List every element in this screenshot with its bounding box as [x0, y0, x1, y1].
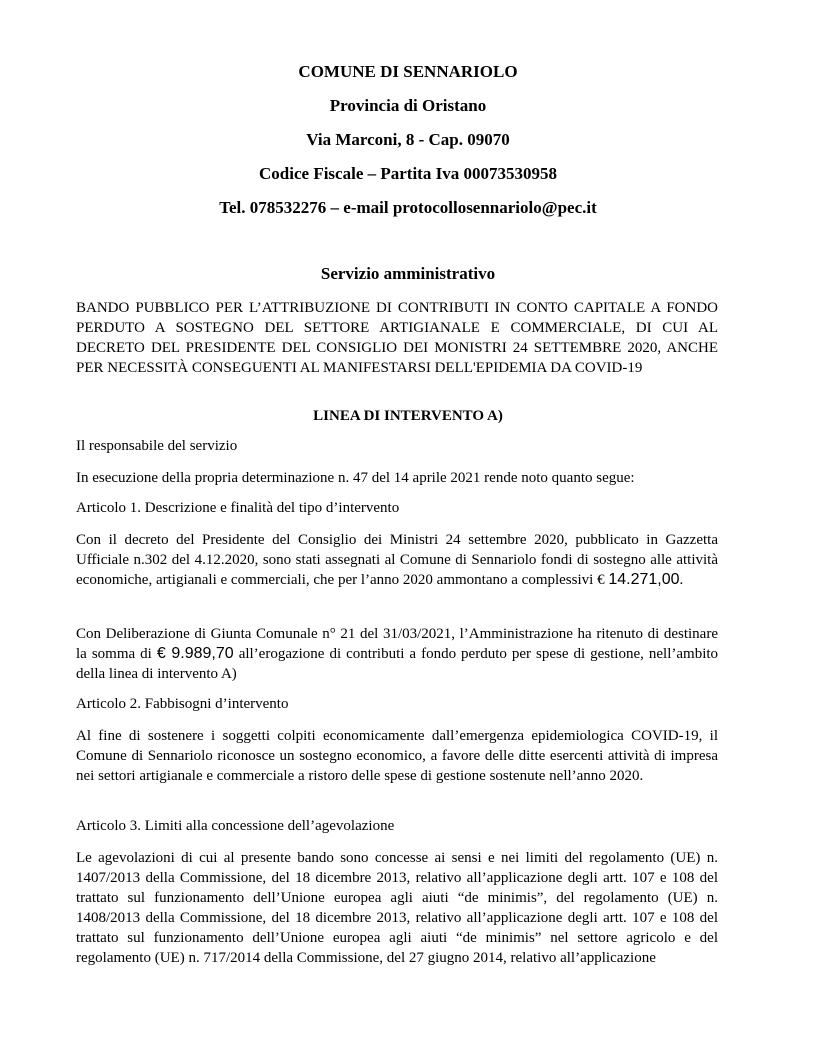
art1-p1-end: . — [679, 572, 684, 588]
esecuzione-line: In esecuzione della propria determinazione n. 47 del 14 aprile 2021 rende noto quanto segue: — [76, 470, 635, 486]
linea-intervento: LINEA DI INTERVENTO A) — [313, 408, 503, 424]
header-contacts: Tel. 078532276 – e-mail protocollosennariolo@pec.it — [219, 198, 597, 217]
header-comune: COMUNE DI SENNARIOLO — [298, 62, 518, 81]
article-3-paragraph-1: Le agevolazioni di cui al presente bando sono concesse ai sensi e nei limiti del regolamento (UE) n. 1407/2013 della Commissione, del 18 dicembre 2013, relativo all’applicazione degli artt. 107 e 108 del trattato sul funzionamento dell’Unione europea agli aiuti “de minimis”, del regolamento (UE) n. 1408/2013 della Commissione, del 18 dicembre 2013, relativo all’applicazione degli artt. 107 e 108 del trattato sul funzionamento dell’Unione europea agli aiuti “de minimis” nel settore agricolo e del regolamento (UE) n. 717/2014 della Commissione, del 27 giugno 2014, relativo all’applicazione — [76, 850, 718, 966]
art1-p2-amount: € 9.989,70 — [156, 645, 234, 662]
header-address: Via Marconi, 8 - Cap. 09070 — [306, 130, 510, 149]
bando-title: BANDO PUBBLICO PER L’ATTRIBUZIONE DI CONTRIBUTI IN CONTO CAPITALE A FONDO PERDUTO A SOSTEGNO DEL SETTORE ARTIGIANALE E COMMERCIALE, DI CUI AL DECRETO DEL PRESIDENTE DEL CONSIGLIO DEI MONISTRI 24 SETTEMBRE 2020, ANCHE PER NECESSITÀ CONSEGUENTI AL MANIFESTARSI DELL'EPIDEMIA DA COVID-19 — [76, 300, 718, 376]
art1-p2-end: all’erogazione di contributi a fondo perduto per spese di gestione, nell’ambito della linea di intervento A) — [76, 646, 719, 682]
article-1-title: Articolo 1. Descrizione e finalità del tipo d’intervento — [76, 500, 400, 516]
art1-p2-start: Con Deliberazione di Giunta Comunale n° 21 del 31/03/2021, l’Amministrazione ha ritenuto di destinare la somma di — [76, 626, 718, 662]
article-1-paragraph-1 — [76, 530, 718, 590]
article-2-title: Articolo 2. Fabbisogni d’intervento — [76, 696, 289, 712]
article-3-title: Articolo 3. Limiti alla concessione dell’agevolazione — [76, 818, 395, 834]
header-provincia: Provincia di Oristano — [329, 96, 487, 115]
section-title: Servizio amministrativo — [320, 264, 496, 283]
article-2-paragraph-1: Al fine di sostenere i soggetti colpiti economicamente dall’emergenza epidemiologica COVID-19, il Comune di Sennariolo riconosce un sostegno economico, a favore delle ditte esercenti attività di impresa nei settori artigianale e commerciale a ristoro delle spese di gestione sostenute nell’anno 2020. — [76, 728, 718, 784]
article-1-paragraph-2 — [76, 624, 718, 684]
art1-p1-text: Con il decreto del Presidente del Consiglio dei Ministri 24 settembre 2020, pubblicato in Gazzetta Ufficiale n.302 del 4.12.2020, sono stati assegnati al Comune di Sennariolo fondi di sostegno alle attività economiche, artigianali e commerciali, che per l’anno 2020 ammontano a complessivi € — [76, 532, 718, 588]
responsabile-line: Il responsabile del servizio — [76, 438, 238, 454]
art1-p1-amount: 14.271,00 — [608, 571, 680, 588]
header-fiscal-code: Codice Fiscale – Partita Iva 00073530958 — [259, 164, 557, 183]
